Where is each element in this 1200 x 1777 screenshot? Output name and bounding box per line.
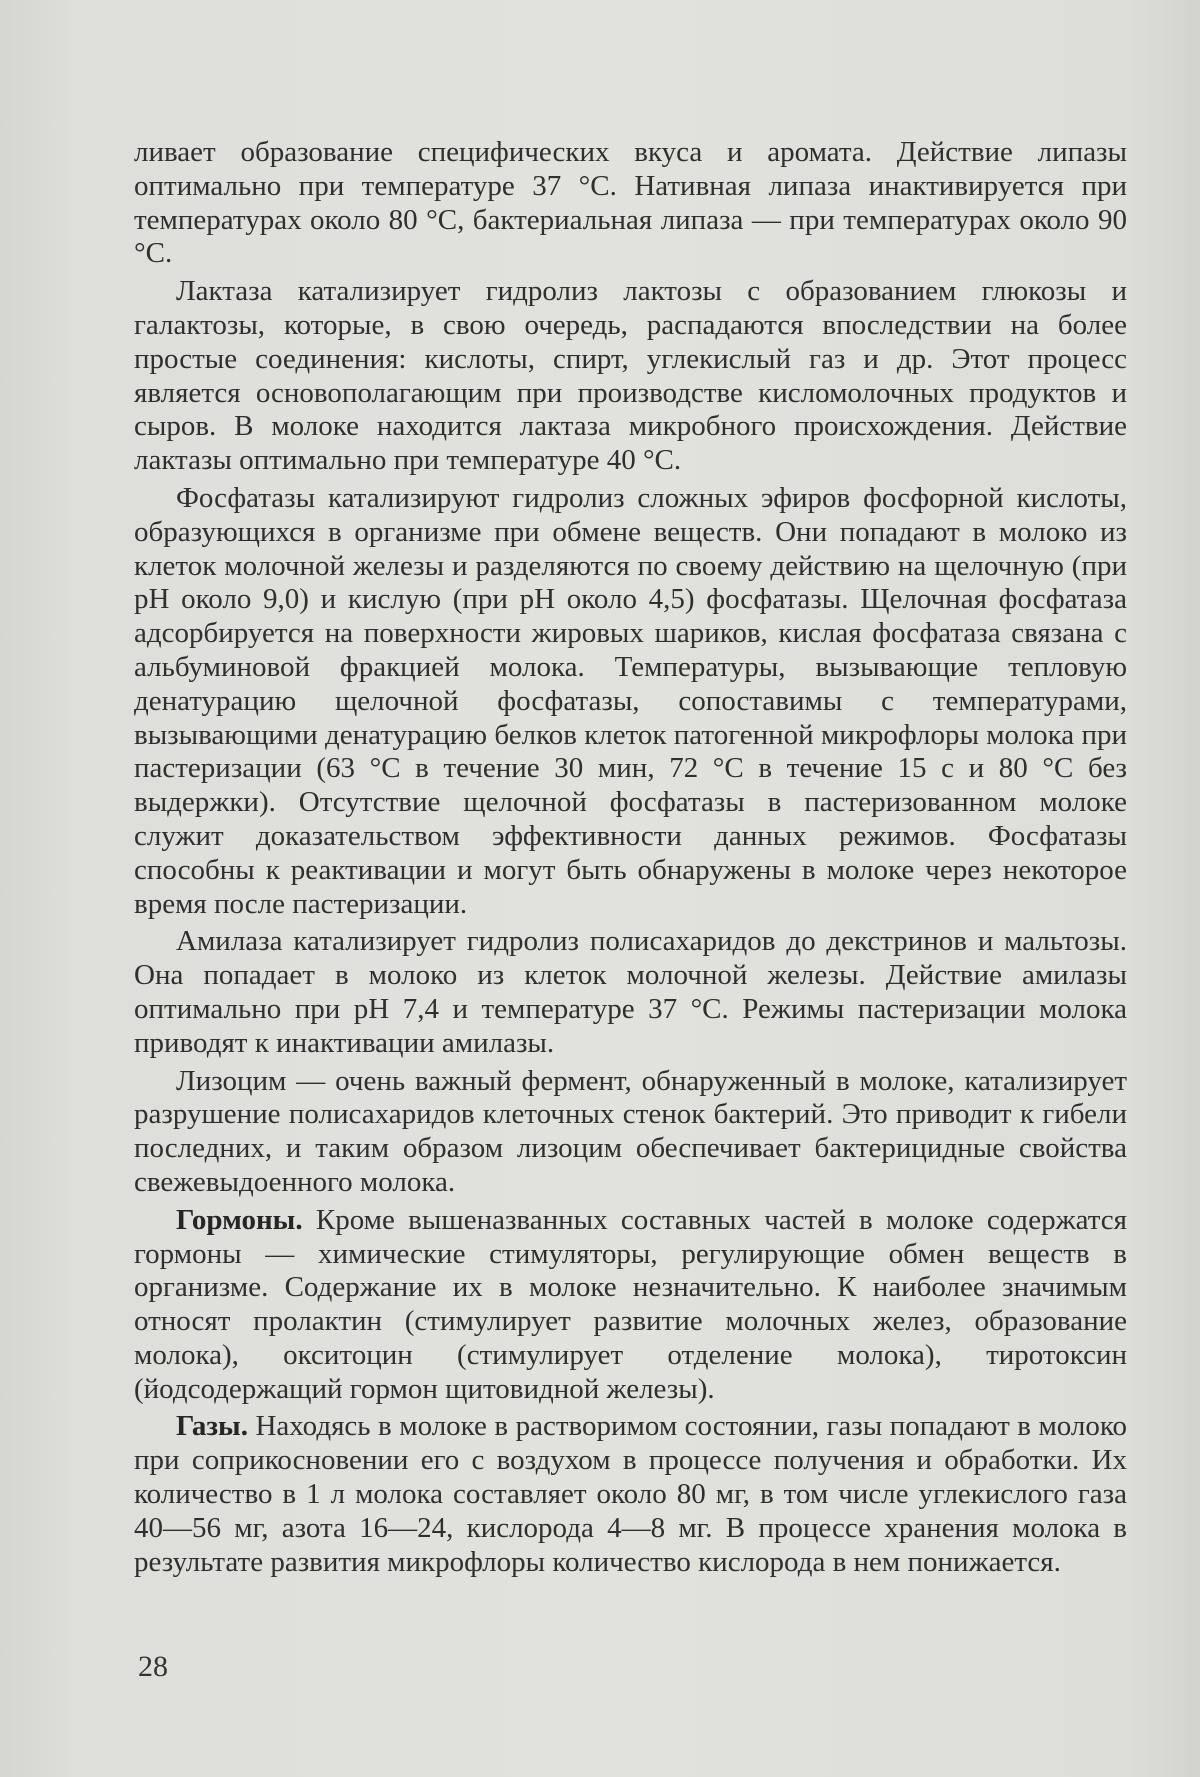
paragraph-text: Лактаза катализирует гидролиз лактозы с образованием глюкозы и галактозы, которые, в свою очередь, распадаются впоследствии на более простые соединения: кислоты, спирт, углекислый газ и др. Этот процесс является основополагающим при производстве кисломолочных продуктов и сыров. В молоке находится лактаза микробного происхождения. Действие лактазы оптимально при температуре 40 °С. bbox=[134, 275, 1127, 477]
paragraph-lysozyme bbox=[134, 1065, 1127, 1200]
paragraph-lead-bold: Гормоны. bbox=[176, 1203, 303, 1236]
paragraph-text: Фосфатазы катализируют гидролиз сложных эфиров фосфорной кислоты, образующихся в организме при обмене веществ. Они попадают в молоко из клеток молочной железы и разделяются по своему действию на щелочную (при pH около 9,0) и кислую (при pH около 4,5) фосфатазы. Щелочная фосфатаза адсорбируется на поверхности жировых шариков, кислая фосфатаза связана с альбуминовой фракцией молока. Температуры, вызывающие тепловую денатурацию щелочной фосфатазы, сопоставимы с температурами, вызывающими денатурацию белков клеток патогенной микрофлоры молока при пастеризации (63 °С в течение 30 мин, 72 °С в течение 15 с и 80 °С без выдержки). Отсутствие щелочной фосфатазы в пастеризованном молоке служит доказательством эффективности данных режимов. Фосфатазы способны к реактивации и могут быть обнаружены в молоке через некоторое время после пастеризации. bbox=[134, 481, 1127, 920]
paragraph-text: Находясь в молоке в растворимом состоянии, газы попадают в молоко при соприкосновении его с воздухом в процессе получения и обработки. Их количество в 1 л молока составляет около 80 мг, в том числе углекислого газа 40—56 мг, азота 16—24, кислорода 4—8 мг. В процессе хранения молока в результате развития микрофлоры количество кислорода в нем понижается. bbox=[134, 1410, 1127, 1578]
paragraph-amylase bbox=[134, 925, 1127, 1060]
paragraph-text: Лизоцим — очень важный фермент, обнаруженный в молоке, катализирует разрушение полисахаридов клеточных стенок бактерий. Это приводит к гибели последних, и таким образом лизоцим обеспечивает бактерицидные свойства свежевыдоенного молока. bbox=[134, 1064, 1127, 1198]
paragraph-lactase bbox=[134, 275, 1127, 478]
page-number: 28 bbox=[138, 1650, 168, 1683]
paragraph-lead-bold: Газы. bbox=[176, 1410, 248, 1443]
paragraph-lipase-continued bbox=[134, 136, 1127, 271]
paragraph-hormones bbox=[134, 1204, 1127, 1407]
paragraph-text: ливает образование специфических вкуса и аромата. Действие липазы оптимально при температуре 37 °С. Нативная липаза инактивируется при температурах около 80 °С, бактериальная липаза — при температурах около 90 °С. bbox=[134, 136, 1127, 270]
paragraph-text: Амилаза катализирует гидролиз полисахаридов до декстринов и мальтозы. Она попадает в молоко из клеток молочной железы. Действие амилазы оптимально при pH 7,4 и температуре 37 °С. Режимы пастеризации молока приводят к инактивации амилазы. bbox=[134, 925, 1127, 1059]
paragraph-phosphatase bbox=[134, 482, 1127, 921]
paragraph-gases bbox=[134, 1410, 1127, 1579]
paragraph-text: Кроме вышеназванных составных частей в молоке содержатся гормоны — химические стимуляторы, регулирующие обмен веществ в организме. Содержание их в молоке незначительно. К наиболее значимым относят пролактин (стимулирует развитие молочных желез, образование молока), окситоцин (стимулирует отделение молока), тиротоксин (йодсодержащий гормон щитовидной железы). bbox=[134, 1203, 1127, 1405]
body-text bbox=[134, 136, 1127, 1583]
